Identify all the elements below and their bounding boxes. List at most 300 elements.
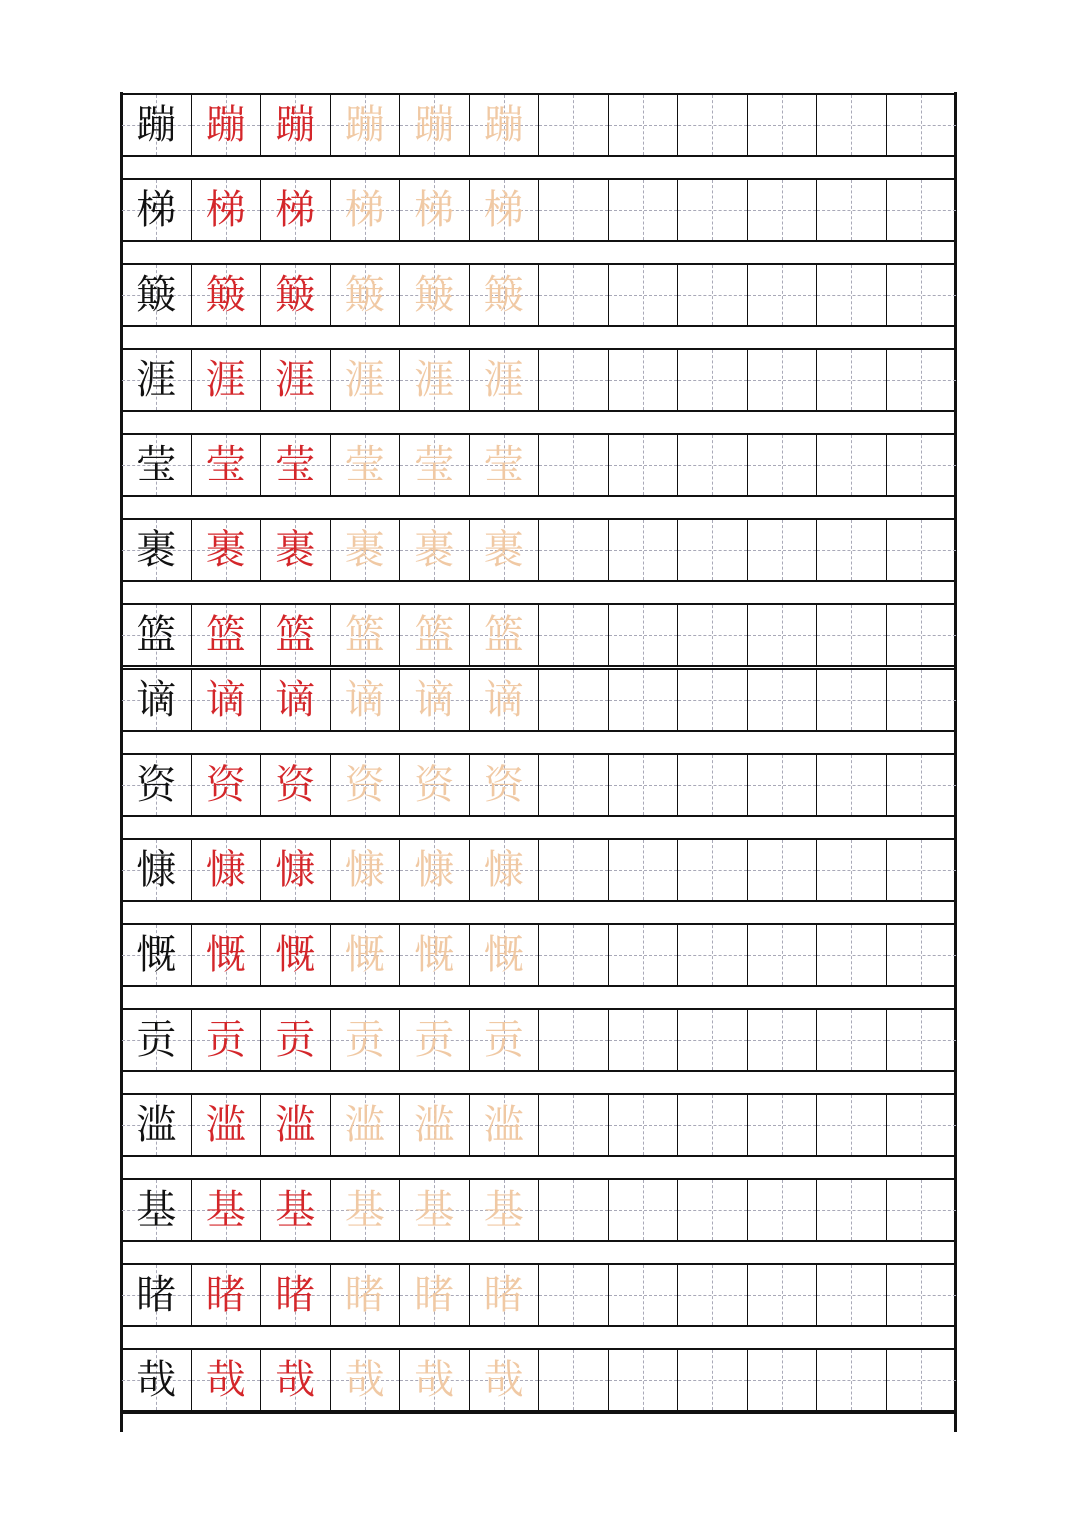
- blank-practice-cell[interactable]: [748, 1010, 818, 1070]
- trace-char: 哉: [483, 1357, 524, 1403]
- trace-char-cell[interactable]: [470, 435, 540, 495]
- blank-practice-cell[interactable]: [887, 435, 957, 495]
- trace-char: 蹦: [414, 102, 455, 148]
- blank-practice-cell[interactable]: [887, 670, 957, 730]
- model-char: 慷: [136, 847, 177, 893]
- blank-practice-cell[interactable]: [678, 755, 748, 815]
- trace-char-cell[interactable]: [470, 925, 540, 985]
- red-char: 谪: [205, 677, 246, 723]
- model-char: 篮: [136, 612, 177, 658]
- trace-char: 涯: [483, 357, 524, 403]
- red-char: 裹: [275, 527, 316, 573]
- blank-practice-cell[interactable]: [678, 1180, 748, 1240]
- trace-char-cell[interactable]: [400, 670, 470, 730]
- trace-char: 慷: [414, 847, 455, 893]
- blank-practice-cell[interactable]: [887, 350, 957, 410]
- model-char-cell[interactable]: [122, 95, 192, 155]
- model-char: 莹: [136, 442, 177, 488]
- blank-practice-cell[interactable]: [817, 95, 887, 155]
- model-char-cell[interactable]: [122, 1265, 192, 1325]
- red-char: 滥: [205, 1102, 246, 1148]
- blank-practice-cell[interactable]: [678, 840, 748, 900]
- model-char: 梯: [136, 187, 177, 233]
- red-example-cell[interactable]: [261, 435, 331, 495]
- trace-char: 贡: [483, 1017, 524, 1063]
- blank-practice-cell[interactable]: [817, 265, 887, 325]
- practice-row: [122, 1093, 956, 1157]
- trace-char: 莹: [483, 442, 524, 488]
- trace-char: 梯: [344, 187, 385, 233]
- trace-char: 蹦: [344, 102, 385, 148]
- red-char: 贡: [275, 1017, 316, 1063]
- trace-char-cell[interactable]: [331, 670, 401, 730]
- red-example-cell[interactable]: [261, 265, 331, 325]
- trace-char-cell[interactable]: [400, 1180, 470, 1240]
- trace-char-cell[interactable]: [400, 1095, 470, 1155]
- blank-practice-cell[interactable]: [609, 180, 679, 240]
- trace-char-cell[interactable]: [400, 95, 470, 155]
- blank-practice-cell[interactable]: [817, 1095, 887, 1155]
- blank-practice-cell[interactable]: [817, 670, 887, 730]
- red-example-cell[interactable]: [261, 1265, 331, 1325]
- trace-char: 慷: [483, 847, 524, 893]
- practice-row: [122, 603, 956, 667]
- model-char: 慨: [136, 932, 177, 978]
- model-char-cell[interactable]: [122, 840, 192, 900]
- blank-practice-cell[interactable]: [748, 350, 818, 410]
- trace-char-cell[interactable]: [331, 95, 401, 155]
- trace-char: 梯: [414, 187, 455, 233]
- red-char: 慨: [275, 932, 316, 978]
- trace-char-cell[interactable]: [331, 925, 401, 985]
- red-example-cell[interactable]: [192, 1265, 262, 1325]
- blank-practice-cell[interactable]: [609, 1095, 679, 1155]
- red-example-cell[interactable]: [192, 840, 262, 900]
- practice-row: [122, 753, 956, 817]
- blank-practice-cell[interactable]: [748, 520, 818, 580]
- blank-practice-cell[interactable]: [609, 1010, 679, 1070]
- blank-practice-cell[interactable]: [609, 95, 679, 155]
- blank-practice-cell[interactable]: [678, 520, 748, 580]
- blank-practice-cell[interactable]: [817, 180, 887, 240]
- red-char: 哉: [275, 1357, 316, 1403]
- trace-char: 贡: [414, 1017, 455, 1063]
- trace-char-cell[interactable]: [331, 180, 401, 240]
- blank-practice-cell[interactable]: [539, 670, 609, 730]
- red-char: 簸: [275, 272, 316, 318]
- red-char: 谪: [275, 677, 316, 723]
- model-char: 哉: [136, 1357, 177, 1403]
- trace-char: 贡: [344, 1017, 385, 1063]
- model-char: 簸: [136, 272, 177, 318]
- trace-char-cell[interactable]: [331, 520, 401, 580]
- red-example-cell[interactable]: [192, 1350, 262, 1410]
- red-char: 基: [275, 1187, 316, 1233]
- blank-practice-cell[interactable]: [748, 755, 818, 815]
- blank-practice-cell[interactable]: [539, 435, 609, 495]
- red-char: 梯: [275, 187, 316, 233]
- trace-char-cell[interactable]: [470, 1180, 540, 1240]
- blank-practice-cell[interactable]: [748, 1180, 818, 1240]
- trace-char: 莹: [344, 442, 385, 488]
- trace-char: 睹: [414, 1272, 455, 1318]
- trace-char: 慨: [344, 932, 385, 978]
- red-example-cell[interactable]: [261, 95, 331, 155]
- trace-char: 簸: [414, 272, 455, 318]
- red-char: 资: [275, 762, 316, 808]
- blank-practice-cell[interactable]: [539, 520, 609, 580]
- blank-practice-cell[interactable]: [678, 1010, 748, 1070]
- model-char-cell[interactable]: [122, 1010, 192, 1070]
- red-char: 裹: [205, 527, 246, 573]
- blank-practice-cell[interactable]: [887, 1095, 957, 1155]
- blank-practice-cell[interactable]: [539, 1010, 609, 1070]
- trace-char: 裹: [483, 527, 524, 573]
- blank-practice-cell[interactable]: [748, 1350, 818, 1410]
- red-example-cell[interactable]: [261, 1180, 331, 1240]
- trace-char-cell[interactable]: [400, 1350, 470, 1410]
- practice-row: [122, 518, 956, 582]
- practice-row: [122, 1008, 956, 1072]
- trace-char-cell[interactable]: [331, 1350, 401, 1410]
- trace-char-cell[interactable]: [331, 840, 401, 900]
- blank-practice-cell[interactable]: [678, 925, 748, 985]
- model-char: 蹦: [136, 102, 177, 148]
- trace-char: 篮: [344, 612, 385, 658]
- red-char: 篮: [275, 612, 316, 658]
- red-example-cell[interactable]: [192, 1010, 262, 1070]
- blank-practice-cell[interactable]: [609, 1265, 679, 1325]
- red-example-cell[interactable]: [192, 755, 262, 815]
- blank-practice-cell[interactable]: [678, 180, 748, 240]
- model-char: 贡: [136, 1017, 177, 1063]
- trace-char: 基: [344, 1187, 385, 1233]
- trace-char: 基: [414, 1187, 455, 1233]
- red-example-cell[interactable]: [261, 180, 331, 240]
- blank-practice-cell[interactable]: [609, 755, 679, 815]
- model-char-cell[interactable]: [122, 755, 192, 815]
- blank-practice-cell[interactable]: [817, 755, 887, 815]
- red-example-cell[interactable]: [261, 1350, 331, 1410]
- red-char: 睹: [205, 1272, 246, 1318]
- model-char: 基: [136, 1187, 177, 1233]
- trace-char: 资: [344, 762, 385, 808]
- trace-char-cell[interactable]: [400, 265, 470, 325]
- practice-row: [122, 263, 956, 327]
- blank-practice-cell[interactable]: [817, 1265, 887, 1325]
- blank-practice-cell[interactable]: [887, 520, 957, 580]
- blank-practice-cell[interactable]: [887, 840, 957, 900]
- model-char: 谪: [136, 677, 177, 723]
- trace-char: 滥: [344, 1102, 385, 1148]
- blank-practice-cell[interactable]: [678, 1095, 748, 1155]
- trace-char-cell[interactable]: [470, 1010, 540, 1070]
- practice-row: [122, 1178, 956, 1242]
- blank-practice-cell[interactable]: [748, 180, 818, 240]
- blank-practice-cell[interactable]: [678, 95, 748, 155]
- model-char-cell[interactable]: [122, 1350, 192, 1410]
- trace-char-cell[interactable]: [400, 755, 470, 815]
- trace-char-cell[interactable]: [400, 180, 470, 240]
- model-char-cell[interactable]: [122, 1095, 192, 1155]
- red-example-cell[interactable]: [192, 520, 262, 580]
- blank-practice-cell[interactable]: [678, 265, 748, 325]
- blank-practice-cell[interactable]: [887, 605, 957, 665]
- blank-practice-cell[interactable]: [678, 670, 748, 730]
- trace-char-cell[interactable]: [470, 1350, 540, 1410]
- model-char: 资: [136, 762, 177, 808]
- trace-char-cell[interactable]: [331, 1095, 401, 1155]
- trace-char: 篮: [483, 612, 524, 658]
- blank-practice-cell[interactable]: [539, 1265, 609, 1325]
- trace-char-cell[interactable]: [470, 605, 540, 665]
- practice-row: [122, 178, 956, 242]
- blank-practice-cell[interactable]: [817, 350, 887, 410]
- red-char: 基: [205, 1187, 246, 1233]
- trace-char-cell[interactable]: [470, 840, 540, 900]
- trace-char-cell[interactable]: [400, 840, 470, 900]
- blank-practice-cell[interactable]: [817, 840, 887, 900]
- model-char-cell[interactable]: [122, 520, 192, 580]
- trace-char-cell[interactable]: [331, 435, 401, 495]
- blank-practice-cell[interactable]: [539, 95, 609, 155]
- trace-char: 裹: [414, 527, 455, 573]
- trace-char: 篮: [414, 612, 455, 658]
- model-char-cell[interactable]: [122, 1180, 192, 1240]
- trace-char-cell[interactable]: [331, 350, 401, 410]
- blank-practice-cell[interactable]: [748, 1095, 818, 1155]
- blank-practice-cell[interactable]: [539, 180, 609, 240]
- blank-practice-cell[interactable]: [748, 605, 818, 665]
- blank-practice-cell[interactable]: [817, 520, 887, 580]
- red-example-cell[interactable]: [192, 435, 262, 495]
- trace-char: 蹦: [483, 102, 524, 148]
- red-example-cell[interactable]: [261, 670, 331, 730]
- red-char: 蹦: [275, 102, 316, 148]
- partial-bottom-row: [122, 1412, 956, 1434]
- red-char: 慷: [205, 847, 246, 893]
- trace-char-cell[interactable]: [400, 605, 470, 665]
- red-example-cell[interactable]: [192, 1095, 262, 1155]
- model-char-cell[interactable]: [122, 435, 192, 495]
- trace-char-cell[interactable]: [331, 265, 401, 325]
- blank-practice-cell[interactable]: [887, 755, 957, 815]
- red-char: 涯: [205, 357, 246, 403]
- blank-practice-cell[interactable]: [539, 840, 609, 900]
- blank-practice-cell[interactable]: [678, 350, 748, 410]
- trace-char: 睹: [344, 1272, 385, 1318]
- trace-char-cell[interactable]: [470, 755, 540, 815]
- blank-practice-cell[interactable]: [678, 435, 748, 495]
- blank-practice-cell[interactable]: [887, 180, 957, 240]
- trace-char: 哉: [344, 1357, 385, 1403]
- trace-char: 慨: [414, 932, 455, 978]
- red-char: 涯: [275, 357, 316, 403]
- blank-practice-cell[interactable]: [887, 265, 957, 325]
- model-char: 裹: [136, 527, 177, 573]
- trace-char: 莹: [414, 442, 455, 488]
- blank-practice-cell[interactable]: [609, 435, 679, 495]
- trace-char: 基: [483, 1187, 524, 1233]
- red-char: 滥: [275, 1102, 316, 1148]
- red-char: 蹦: [205, 102, 246, 148]
- trace-char-cell[interactable]: [470, 95, 540, 155]
- model-char-cell[interactable]: [122, 265, 192, 325]
- red-example-cell[interactable]: [261, 925, 331, 985]
- blank-practice-cell[interactable]: [887, 925, 957, 985]
- trace-char: 谪: [483, 677, 524, 723]
- practice-row: [122, 348, 956, 412]
- trace-char-cell[interactable]: [331, 1265, 401, 1325]
- blank-practice-cell[interactable]: [748, 1265, 818, 1325]
- red-example-cell[interactable]: [192, 95, 262, 155]
- blank-practice-cell[interactable]: [609, 840, 679, 900]
- model-char: 涯: [136, 357, 177, 403]
- trace-char-cell[interactable]: [331, 1180, 401, 1240]
- trace-char: 滥: [414, 1102, 455, 1148]
- red-example-cell[interactable]: [261, 840, 331, 900]
- practice-row: [122, 838, 956, 902]
- red-char: 慨: [205, 932, 246, 978]
- blank-practice-cell[interactable]: [748, 670, 818, 730]
- trace-char-cell[interactable]: [470, 265, 540, 325]
- blank-practice-cell[interactable]: [539, 925, 609, 985]
- model-char-cell[interactable]: [122, 670, 192, 730]
- blank-practice-cell[interactable]: [609, 605, 679, 665]
- blank-practice-cell[interactable]: [817, 1180, 887, 1240]
- trace-char: 谪: [414, 677, 455, 723]
- trace-char-cell[interactable]: [331, 605, 401, 665]
- practice-row: [122, 1263, 956, 1327]
- trace-char-cell[interactable]: [400, 435, 470, 495]
- blank-practice-cell[interactable]: [609, 520, 679, 580]
- blank-practice-cell[interactable]: [748, 925, 818, 985]
- red-example-cell[interactable]: [192, 605, 262, 665]
- practice-row: [122, 668, 956, 732]
- trace-char-cell[interactable]: [470, 350, 540, 410]
- blank-practice-cell[interactable]: [887, 1350, 957, 1410]
- model-char-cell[interactable]: [122, 180, 192, 240]
- practice-row: [122, 93, 956, 157]
- red-example-cell[interactable]: [261, 605, 331, 665]
- blank-practice-cell[interactable]: [817, 605, 887, 665]
- model-char-cell[interactable]: [122, 350, 192, 410]
- trace-char: 哉: [414, 1357, 455, 1403]
- blank-practice-cell[interactable]: [609, 670, 679, 730]
- blank-practice-cell[interactable]: [539, 1180, 609, 1240]
- trace-char-cell[interactable]: [400, 520, 470, 580]
- trace-char: 滥: [483, 1102, 524, 1148]
- blank-practice-cell[interactable]: [609, 1350, 679, 1410]
- model-char-cell[interactable]: [122, 925, 192, 985]
- trace-char-cell[interactable]: [400, 1265, 470, 1325]
- red-char: 簸: [205, 272, 246, 318]
- trace-char-cell[interactable]: [470, 1095, 540, 1155]
- red-example-cell[interactable]: [261, 1010, 331, 1070]
- red-char: 莹: [205, 442, 246, 488]
- blank-practice-cell[interactable]: [609, 265, 679, 325]
- blank-practice-cell[interactable]: [887, 1010, 957, 1070]
- model-char: 滥: [136, 1102, 177, 1148]
- red-example-cell[interactable]: [192, 670, 262, 730]
- trace-char: 梯: [483, 187, 524, 233]
- trace-char: 涯: [344, 357, 385, 403]
- red-char: 莹: [275, 442, 316, 488]
- trace-char-cell[interactable]: [470, 1265, 540, 1325]
- blank-practice-cell[interactable]: [678, 1350, 748, 1410]
- trace-char-cell[interactable]: [400, 1010, 470, 1070]
- trace-char-cell[interactable]: [470, 180, 540, 240]
- model-char: 睹: [136, 1272, 177, 1318]
- blank-practice-cell[interactable]: [748, 435, 818, 495]
- blank-practice-cell[interactable]: [609, 350, 679, 410]
- red-example-cell[interactable]: [261, 350, 331, 410]
- blank-practice-cell[interactable]: [539, 1095, 609, 1155]
- red-char: 哉: [205, 1357, 246, 1403]
- trace-char-cell[interactable]: [400, 925, 470, 985]
- blank-practice-cell[interactable]: [539, 265, 609, 325]
- trace-char: 慷: [344, 847, 385, 893]
- blank-practice-cell[interactable]: [609, 925, 679, 985]
- red-example-cell[interactable]: [192, 350, 262, 410]
- red-example-cell[interactable]: [192, 1180, 262, 1240]
- trace-char-cell[interactable]: [331, 755, 401, 815]
- trace-char-cell[interactable]: [400, 350, 470, 410]
- trace-char-cell[interactable]: [470, 670, 540, 730]
- trace-char: 睹: [483, 1272, 524, 1318]
- blank-practice-cell[interactable]: [817, 1350, 887, 1410]
- trace-char-cell[interactable]: [331, 1010, 401, 1070]
- practice-row: [122, 433, 956, 497]
- trace-char: 涯: [414, 357, 455, 403]
- red-example-cell[interactable]: [192, 925, 262, 985]
- red-char: 篮: [205, 612, 246, 658]
- blank-practice-cell[interactable]: [748, 95, 818, 155]
- trace-char: 裹: [344, 527, 385, 573]
- red-char: 慷: [275, 847, 316, 893]
- red-example-cell[interactable]: [261, 755, 331, 815]
- blank-practice-cell[interactable]: [817, 435, 887, 495]
- trace-char: 慨: [483, 932, 524, 978]
- trace-char: 簸: [483, 272, 524, 318]
- model-char-cell[interactable]: [122, 605, 192, 665]
- blank-practice-cell[interactable]: [748, 265, 818, 325]
- practice-row: [122, 1348, 956, 1412]
- blank-practice-cell[interactable]: [887, 1180, 957, 1240]
- blank-practice-cell[interactable]: [539, 350, 609, 410]
- red-example-cell[interactable]: [192, 265, 262, 325]
- blank-practice-cell[interactable]: [748, 840, 818, 900]
- blank-practice-cell[interactable]: [887, 95, 957, 155]
- practice-row: [122, 923, 956, 987]
- blank-practice-cell[interactable]: [817, 1010, 887, 1070]
- trace-char-cell[interactable]: [470, 520, 540, 580]
- blank-practice-cell[interactable]: [539, 605, 609, 665]
- blank-practice-cell[interactable]: [817, 925, 887, 985]
- red-example-cell[interactable]: [261, 520, 331, 580]
- blank-practice-cell[interactable]: [539, 755, 609, 815]
- red-char: 贡: [205, 1017, 246, 1063]
- blank-practice-cell[interactable]: [678, 1265, 748, 1325]
- red-example-cell[interactable]: [261, 1095, 331, 1155]
- blank-practice-cell[interactable]: [539, 1350, 609, 1410]
- trace-char: 谪: [344, 677, 385, 723]
- blank-practice-cell[interactable]: [609, 1180, 679, 1240]
- red-char: 梯: [205, 187, 246, 233]
- red-example-cell[interactable]: [192, 180, 262, 240]
- blank-practice-cell[interactable]: [678, 605, 748, 665]
- blank-practice-cell[interactable]: [887, 1265, 957, 1325]
